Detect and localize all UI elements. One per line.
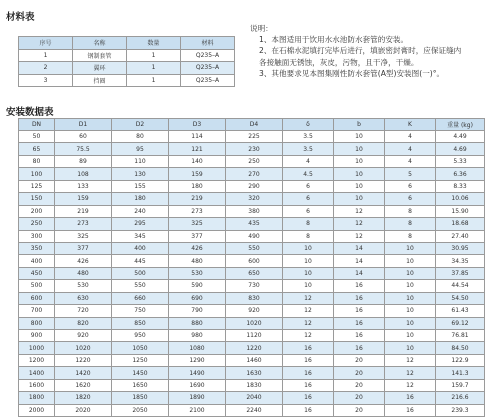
table-cell: 3 bbox=[19, 74, 73, 87]
table-cell: 300 bbox=[19, 230, 55, 242]
table-cell: 600 bbox=[226, 255, 283, 267]
table-cell: 14 bbox=[334, 267, 385, 279]
table-cell: 250 bbox=[226, 155, 283, 167]
table-cell: 4 bbox=[283, 155, 334, 167]
table-row bbox=[19, 255, 485, 267]
table-cell: 830 bbox=[226, 292, 283, 304]
table-cell: 2100 bbox=[169, 404, 226, 416]
column-header: D2 bbox=[112, 119, 169, 131]
table-cell: 219 bbox=[169, 193, 226, 205]
table-cell: 790 bbox=[169, 305, 226, 317]
table-cell: 1120 bbox=[226, 330, 283, 342]
table-cell: 450 bbox=[19, 267, 55, 279]
table-cell: 14 bbox=[334, 242, 385, 254]
table-cell: 翼环 bbox=[73, 62, 127, 75]
column-header: D4 bbox=[226, 119, 283, 131]
table-cell: 2040 bbox=[226, 392, 283, 404]
table-cell: 6 bbox=[283, 180, 334, 192]
table-cell: 150 bbox=[19, 193, 55, 205]
table-cell: 10 bbox=[385, 267, 436, 279]
table-cell: 1290 bbox=[169, 354, 226, 366]
table-cell: 2050 bbox=[112, 404, 169, 416]
table-row bbox=[19, 280, 485, 292]
table-cell: 16 bbox=[385, 392, 436, 404]
table-cell: 44.54 bbox=[436, 280, 485, 292]
table-cell: 12 bbox=[334, 230, 385, 242]
table-cell: 1400 bbox=[19, 367, 55, 379]
table-cell: 133 bbox=[55, 180, 112, 192]
table-row bbox=[19, 218, 485, 230]
table-cell: 121 bbox=[169, 143, 226, 155]
table-cell: 37.85 bbox=[436, 267, 485, 279]
table-cell: 16 bbox=[385, 404, 436, 416]
table-cell: 1650 bbox=[112, 379, 169, 391]
table-cell: 10.06 bbox=[436, 193, 485, 205]
table-cell: 325 bbox=[55, 230, 112, 242]
column-header: D1 bbox=[55, 119, 112, 131]
table-cell: 8 bbox=[283, 230, 334, 242]
table-cell: 108 bbox=[55, 168, 112, 180]
table-cell: 10 bbox=[385, 305, 436, 317]
column-header: 重量 (kg) bbox=[436, 119, 485, 131]
table-cell: 12 bbox=[283, 305, 334, 317]
table-cell: 1020 bbox=[55, 342, 112, 354]
table-cell: 50 bbox=[19, 131, 55, 143]
table-cell: 12 bbox=[334, 218, 385, 230]
table-cell: 345 bbox=[112, 230, 169, 242]
table-cell: 4 bbox=[385, 131, 436, 143]
table-cell: 273 bbox=[55, 218, 112, 230]
table-cell: 180 bbox=[169, 180, 226, 192]
table-cell: 660 bbox=[112, 292, 169, 304]
table-cell: 89 bbox=[55, 155, 112, 167]
table-cell: 1420 bbox=[55, 367, 112, 379]
table-cell: 225 bbox=[226, 131, 283, 143]
table-cell: 4 bbox=[385, 143, 436, 155]
table-cell: 820 bbox=[55, 317, 112, 329]
table-cell: 10 bbox=[334, 168, 385, 180]
table-cell: 30.95 bbox=[436, 242, 485, 254]
table-cell: 2000 bbox=[19, 404, 55, 416]
table-cell: 1460 bbox=[226, 354, 283, 366]
table-cell: 273 bbox=[169, 205, 226, 217]
table-cell: 1220 bbox=[226, 342, 283, 354]
table-cell: 850 bbox=[112, 317, 169, 329]
table-cell: 239.3 bbox=[436, 404, 485, 416]
table-cell: 490 bbox=[226, 230, 283, 242]
table-cell: 550 bbox=[112, 280, 169, 292]
table-cell: 2240 bbox=[226, 404, 283, 416]
table-row bbox=[19, 354, 485, 366]
table-cell: 350 bbox=[19, 242, 55, 254]
table-cell: 16 bbox=[283, 367, 334, 379]
table-cell: 69.12 bbox=[436, 317, 485, 329]
table-row bbox=[19, 193, 485, 205]
table-row bbox=[19, 155, 485, 167]
table-row bbox=[19, 180, 485, 192]
table-cell: 60 bbox=[55, 131, 112, 143]
table-cell: 4.69 bbox=[436, 143, 485, 155]
table-cell: 6 bbox=[283, 193, 334, 205]
table-row bbox=[19, 392, 485, 404]
table-cell: 219 bbox=[55, 205, 112, 217]
table-cell: 80 bbox=[112, 131, 169, 143]
table-cell: 1250 bbox=[112, 354, 169, 366]
column-header: δ bbox=[283, 119, 334, 131]
table-cell: 1 bbox=[19, 49, 73, 62]
table-cell: 12 bbox=[385, 379, 436, 391]
table-cell: 12 bbox=[283, 292, 334, 304]
table-cell: 16 bbox=[283, 342, 334, 354]
table-cell: 12 bbox=[283, 330, 334, 342]
materials-table bbox=[18, 36, 235, 87]
column-header: DN bbox=[19, 119, 55, 131]
table-cell: 2 bbox=[19, 62, 73, 75]
table-cell: 12 bbox=[334, 205, 385, 217]
table-cell: 20 bbox=[334, 392, 385, 404]
table-cell: 1490 bbox=[169, 367, 226, 379]
table-cell: 2020 bbox=[55, 404, 112, 416]
table-cell: 15.90 bbox=[436, 205, 485, 217]
table-row bbox=[19, 49, 235, 62]
table-cell: 1630 bbox=[226, 367, 283, 379]
table-cell: 80 bbox=[19, 155, 55, 167]
table-cell: Q235–A bbox=[181, 62, 235, 75]
table-cell: 1620 bbox=[55, 379, 112, 391]
table-cell: 16 bbox=[334, 292, 385, 304]
table-cell: 1020 bbox=[226, 317, 283, 329]
table-cell: 20 bbox=[334, 379, 385, 391]
table-cell: 377 bbox=[169, 230, 226, 242]
table-row bbox=[19, 143, 485, 155]
table-cell: 4.5 bbox=[283, 168, 334, 180]
table-cell: 480 bbox=[55, 267, 112, 279]
note-line: 各接触面无锈蚀，灰皮，污物，且干净，干燥。 bbox=[259, 57, 419, 67]
table-cell: 122.9 bbox=[436, 354, 485, 366]
table-cell: 435 bbox=[226, 218, 283, 230]
table-row bbox=[19, 205, 485, 217]
table-cell: 54.50 bbox=[436, 292, 485, 304]
table-cell: 159 bbox=[169, 168, 226, 180]
table-cell: 920 bbox=[226, 305, 283, 317]
table-cell: 钢制套管 bbox=[73, 49, 127, 62]
table-cell: 1 bbox=[127, 74, 181, 87]
table-cell: 140 bbox=[169, 155, 226, 167]
table-cell: 10 bbox=[283, 255, 334, 267]
table-cell: 530 bbox=[55, 280, 112, 292]
table-cell: 8 bbox=[385, 205, 436, 217]
table-row bbox=[19, 292, 485, 304]
table-cell: 10 bbox=[385, 292, 436, 304]
table-row bbox=[19, 267, 485, 279]
table-cell: 10 bbox=[334, 143, 385, 155]
column-header: 材料 bbox=[181, 37, 235, 50]
table-row bbox=[19, 305, 485, 317]
table-cell: 650 bbox=[226, 267, 283, 279]
table-row bbox=[19, 342, 485, 354]
table-cell: 800 bbox=[19, 317, 55, 329]
table-cell: 16 bbox=[334, 342, 385, 354]
table-cell: 480 bbox=[169, 255, 226, 267]
table-cell: 114 bbox=[169, 131, 226, 143]
table-cell: 950 bbox=[112, 330, 169, 342]
column-header: b bbox=[334, 119, 385, 131]
notes-section bbox=[250, 23, 495, 79]
table-cell: 920 bbox=[55, 330, 112, 342]
table-cell: 1000 bbox=[19, 342, 55, 354]
table-cell: 18.68 bbox=[436, 218, 485, 230]
install-table-title: 安装数据表 bbox=[6, 107, 54, 118]
table-row bbox=[19, 168, 485, 180]
table-cell: 180 bbox=[112, 193, 169, 205]
table-row bbox=[19, 367, 485, 379]
table-row bbox=[19, 317, 485, 329]
table-cell: 5.33 bbox=[436, 155, 485, 167]
table-cell: 10 bbox=[385, 242, 436, 254]
table-cell: 10 bbox=[283, 267, 334, 279]
table-row bbox=[19, 62, 235, 75]
table-cell: 16 bbox=[334, 317, 385, 329]
table-cell: Q235–A bbox=[181, 74, 235, 87]
table-cell: 12 bbox=[283, 317, 334, 329]
table-row bbox=[19, 404, 485, 416]
table-cell: 1800 bbox=[19, 392, 55, 404]
table-cell: 200 bbox=[19, 205, 55, 217]
table-cell: 550 bbox=[226, 242, 283, 254]
install-data-table bbox=[18, 118, 485, 417]
table-cell: 27.40 bbox=[436, 230, 485, 242]
note-line: 1、本图适用于饮用水水池防水套管的安装。 bbox=[259, 35, 409, 45]
table-cell: 230 bbox=[226, 143, 283, 155]
table-cell: 3.5 bbox=[283, 131, 334, 143]
table-cell: 159.7 bbox=[436, 379, 485, 391]
table-cell: 16 bbox=[283, 354, 334, 366]
table-cell: 1890 bbox=[169, 392, 226, 404]
install-header-row bbox=[19, 119, 485, 131]
table-cell: 10 bbox=[385, 255, 436, 267]
table-cell: 700 bbox=[19, 305, 55, 317]
column-header: D3 bbox=[169, 119, 226, 131]
table-cell: 900 bbox=[19, 330, 55, 342]
table-row bbox=[19, 230, 485, 242]
table-cell: 12 bbox=[385, 367, 436, 379]
table-cell: 426 bbox=[55, 255, 112, 267]
table-cell: 400 bbox=[19, 255, 55, 267]
table-cell: 377 bbox=[55, 242, 112, 254]
note-line: 3、其他要求见本图集刚性防水套管(A型)安装图(一)°。 bbox=[259, 68, 445, 78]
table-cell: 10 bbox=[283, 280, 334, 292]
table-cell: 1050 bbox=[112, 342, 169, 354]
table-cell: 3.5 bbox=[283, 143, 334, 155]
table-cell: 155 bbox=[112, 180, 169, 192]
table-cell: 6 bbox=[385, 180, 436, 192]
table-cell: 730 bbox=[226, 280, 283, 292]
note-line: 2、在石棉水泥填打完毕后进行，填嵌密封膏时，应保证缝内 bbox=[259, 46, 462, 56]
table-cell: 16 bbox=[283, 379, 334, 391]
table-cell: 65 bbox=[19, 143, 55, 155]
table-row bbox=[19, 330, 485, 342]
table-cell: 110 bbox=[112, 155, 169, 167]
table-cell: 16 bbox=[334, 280, 385, 292]
table-cell: 1820 bbox=[55, 392, 112, 404]
table-cell: 590 bbox=[169, 280, 226, 292]
table-cell: 10 bbox=[334, 155, 385, 167]
table-cell: 1220 bbox=[55, 354, 112, 366]
table-cell: 16 bbox=[283, 404, 334, 416]
table-cell: 159 bbox=[55, 193, 112, 205]
table-cell: 380 bbox=[226, 205, 283, 217]
materials-header-row bbox=[19, 37, 235, 50]
notes-title: 说明： bbox=[250, 24, 273, 33]
table-cell: 20 bbox=[334, 367, 385, 379]
table-cell: 445 bbox=[112, 255, 169, 267]
table-cell: 1080 bbox=[169, 342, 226, 354]
table-cell: 1450 bbox=[112, 367, 169, 379]
table-cell: 1850 bbox=[112, 392, 169, 404]
table-cell: 6.36 bbox=[436, 168, 485, 180]
table-cell: 20 bbox=[334, 404, 385, 416]
table-cell: 690 bbox=[169, 292, 226, 304]
table-cell: 400 bbox=[112, 242, 169, 254]
table-cell: 6 bbox=[385, 193, 436, 205]
table-cell: 100 bbox=[19, 168, 55, 180]
table-cell: Q235–A bbox=[181, 49, 235, 62]
table-cell: 6 bbox=[283, 205, 334, 217]
table-row bbox=[19, 379, 485, 391]
table-cell: 10 bbox=[334, 131, 385, 143]
table-cell: 1690 bbox=[169, 379, 226, 391]
table-cell: 320 bbox=[226, 193, 283, 205]
table-row bbox=[19, 74, 235, 87]
table-cell: 12 bbox=[385, 354, 436, 366]
table-cell: 720 bbox=[55, 305, 112, 317]
table-cell: 8 bbox=[385, 230, 436, 242]
table-cell: 500 bbox=[112, 267, 169, 279]
table-cell: 4 bbox=[385, 155, 436, 167]
table-cell: 10 bbox=[385, 342, 436, 354]
table-cell: 270 bbox=[226, 168, 283, 180]
table-cell: 750 bbox=[112, 305, 169, 317]
table-cell: 95 bbox=[112, 143, 169, 155]
table-cell: 61.43 bbox=[436, 305, 485, 317]
table-cell: 8 bbox=[385, 218, 436, 230]
table-cell: 84.50 bbox=[436, 342, 485, 354]
materials-table-title: 材料表 bbox=[6, 12, 35, 23]
table-cell: 325 bbox=[169, 218, 226, 230]
table-cell: 1200 bbox=[19, 354, 55, 366]
table-cell: 8 bbox=[283, 218, 334, 230]
table-cell: 530 bbox=[169, 267, 226, 279]
table-cell: 1830 bbox=[226, 379, 283, 391]
table-cell: 980 bbox=[169, 330, 226, 342]
table-cell: 16 bbox=[334, 305, 385, 317]
table-cell: 10 bbox=[283, 242, 334, 254]
table-cell: 240 bbox=[112, 205, 169, 217]
table-cell: 10 bbox=[334, 180, 385, 192]
table-cell: 250 bbox=[19, 218, 55, 230]
table-cell: 216.6 bbox=[436, 392, 485, 404]
table-cell: 8.33 bbox=[436, 180, 485, 192]
table-cell: 630 bbox=[55, 292, 112, 304]
table-cell: 1 bbox=[127, 49, 181, 62]
table-row bbox=[19, 242, 485, 254]
column-header: 名称 bbox=[73, 37, 127, 50]
table-cell: 1600 bbox=[19, 379, 55, 391]
table-cell: 500 bbox=[19, 280, 55, 292]
table-cell: 20 bbox=[334, 354, 385, 366]
table-cell: 34.35 bbox=[436, 255, 485, 267]
table-cell: 10 bbox=[385, 330, 436, 342]
table-cell: 125 bbox=[19, 180, 55, 192]
table-cell: 10 bbox=[385, 317, 436, 329]
table-cell: 10 bbox=[385, 280, 436, 292]
table-cell: 16 bbox=[283, 392, 334, 404]
column-header: 序号 bbox=[19, 37, 73, 50]
table-cell: 10 bbox=[334, 193, 385, 205]
table-cell: 426 bbox=[169, 242, 226, 254]
table-cell: 16 bbox=[334, 330, 385, 342]
table-cell: 14 bbox=[334, 255, 385, 267]
table-row bbox=[19, 131, 485, 143]
column-header: 数量 bbox=[127, 37, 181, 50]
table-cell: 挡圈 bbox=[73, 74, 127, 87]
table-cell: 290 bbox=[226, 180, 283, 192]
table-cell: 4.49 bbox=[436, 131, 485, 143]
table-cell: 75.5 bbox=[55, 143, 112, 155]
table-cell: 76.81 bbox=[436, 330, 485, 342]
table-cell: 880 bbox=[169, 317, 226, 329]
table-cell: 1 bbox=[127, 62, 181, 75]
table-cell: 295 bbox=[112, 218, 169, 230]
table-cell: 600 bbox=[19, 292, 55, 304]
column-header: K bbox=[385, 119, 436, 131]
table-cell: 130 bbox=[112, 168, 169, 180]
table-cell: 141.3 bbox=[436, 367, 485, 379]
table-cell: 5 bbox=[385, 168, 436, 180]
